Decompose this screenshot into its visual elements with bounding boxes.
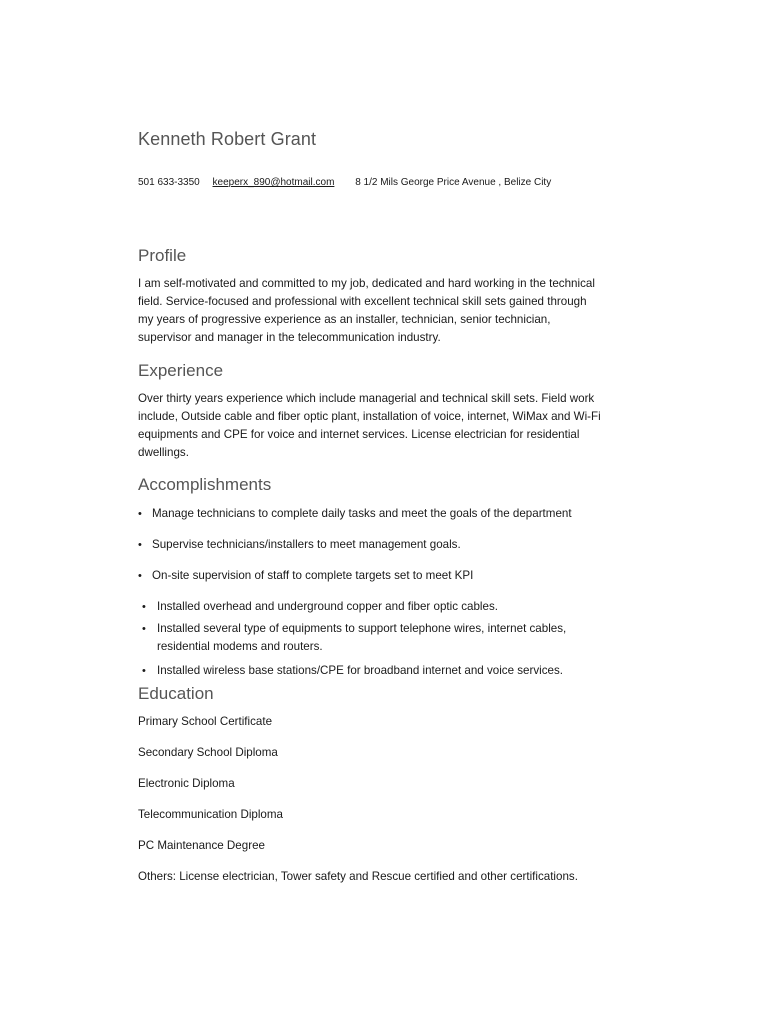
education-item: PC Maintenance Degree [138, 839, 265, 852]
accomplishment-item [138, 536, 461, 554]
accomplishment-item [142, 598, 498, 616]
experience-line: Over thirty years experience which include managerial and technical skill sets. Field work [138, 392, 595, 405]
accomplishment-text: Supervise technicians/installers to meet management goals. [152, 538, 461, 551]
accomplishments-heading: Accomplishments [138, 475, 272, 494]
bullet-icon: • [142, 623, 146, 635]
education-item: Telecommunication Diploma [138, 808, 283, 821]
candidate-name: Kenneth Robert Grant [138, 129, 317, 149]
email-link[interactable]: keeperx_890@hotmail.com [212, 177, 335, 188]
bullet-icon: • [138, 508, 142, 520]
phone-number: 501 633-3350 [138, 177, 200, 188]
accomplishment-text-continued: residential modems and routers. [157, 640, 323, 653]
contact-line [138, 177, 551, 188]
profile-text [138, 275, 668, 347]
accomplishment-text: Manage technicians to complete daily tasks and meet the goals of the department [152, 507, 572, 520]
education-heading: Education [138, 684, 214, 703]
experience-line: equipments and CPE for voice and internet services. License electrician for residential [138, 428, 580, 441]
accomplishment-text: Installed several type of equipments to support telephone wires, internet cables, [157, 622, 567, 635]
education-item: Secondary School Diploma [138, 746, 278, 759]
profile-line: I am self-motivated and committed to my job, dedicated and hard working in the technical [138, 277, 595, 290]
education-item: Electronic Diploma [138, 777, 235, 790]
address: 8 1/2 Mils George Price Avenue , Belize City [355, 177, 552, 188]
accomplishment-item [138, 567, 473, 585]
accomplishment-text: Installed overhead and underground copper and fiber optic cables. [157, 600, 498, 613]
accomplishment-text: On-site supervision of staff to complete targets set to meet KPI [152, 569, 474, 582]
profile-line: my years of progressive experience as an installer, technician, senior technician, [138, 313, 551, 326]
bullet-icon: • [142, 665, 146, 677]
experience-text [138, 390, 668, 462]
accomplishment-item [138, 505, 572, 523]
experience-line: dwellings. [138, 446, 189, 459]
bullet-icon: • [138, 570, 142, 582]
education-item: Primary School Certificate [138, 715, 273, 728]
accomplishment-item [142, 662, 563, 680]
accomplishment-item [142, 620, 566, 656]
bullet-icon: • [138, 539, 142, 551]
bullet-icon: • [142, 601, 146, 613]
accomplishment-text: Installed wireless base stations/CPE for broadband internet and voice services. [157, 664, 563, 677]
profile-line: field. Service-focused and professional with excellent technical skill sets gained through [138, 295, 587, 308]
profile-line: supervisor and manager in the telecommunication industry. [138, 331, 441, 344]
experience-line: include, Outside cable and fiber optic plant, installation of voice, internet, WiMax and Wi-Fi [138, 410, 601, 423]
education-item: Others: License electrician, Tower safety and Rescue certified and other certifications. [138, 870, 578, 883]
experience-heading: Experience [138, 361, 224, 380]
profile-heading: Profile [138, 246, 187, 265]
